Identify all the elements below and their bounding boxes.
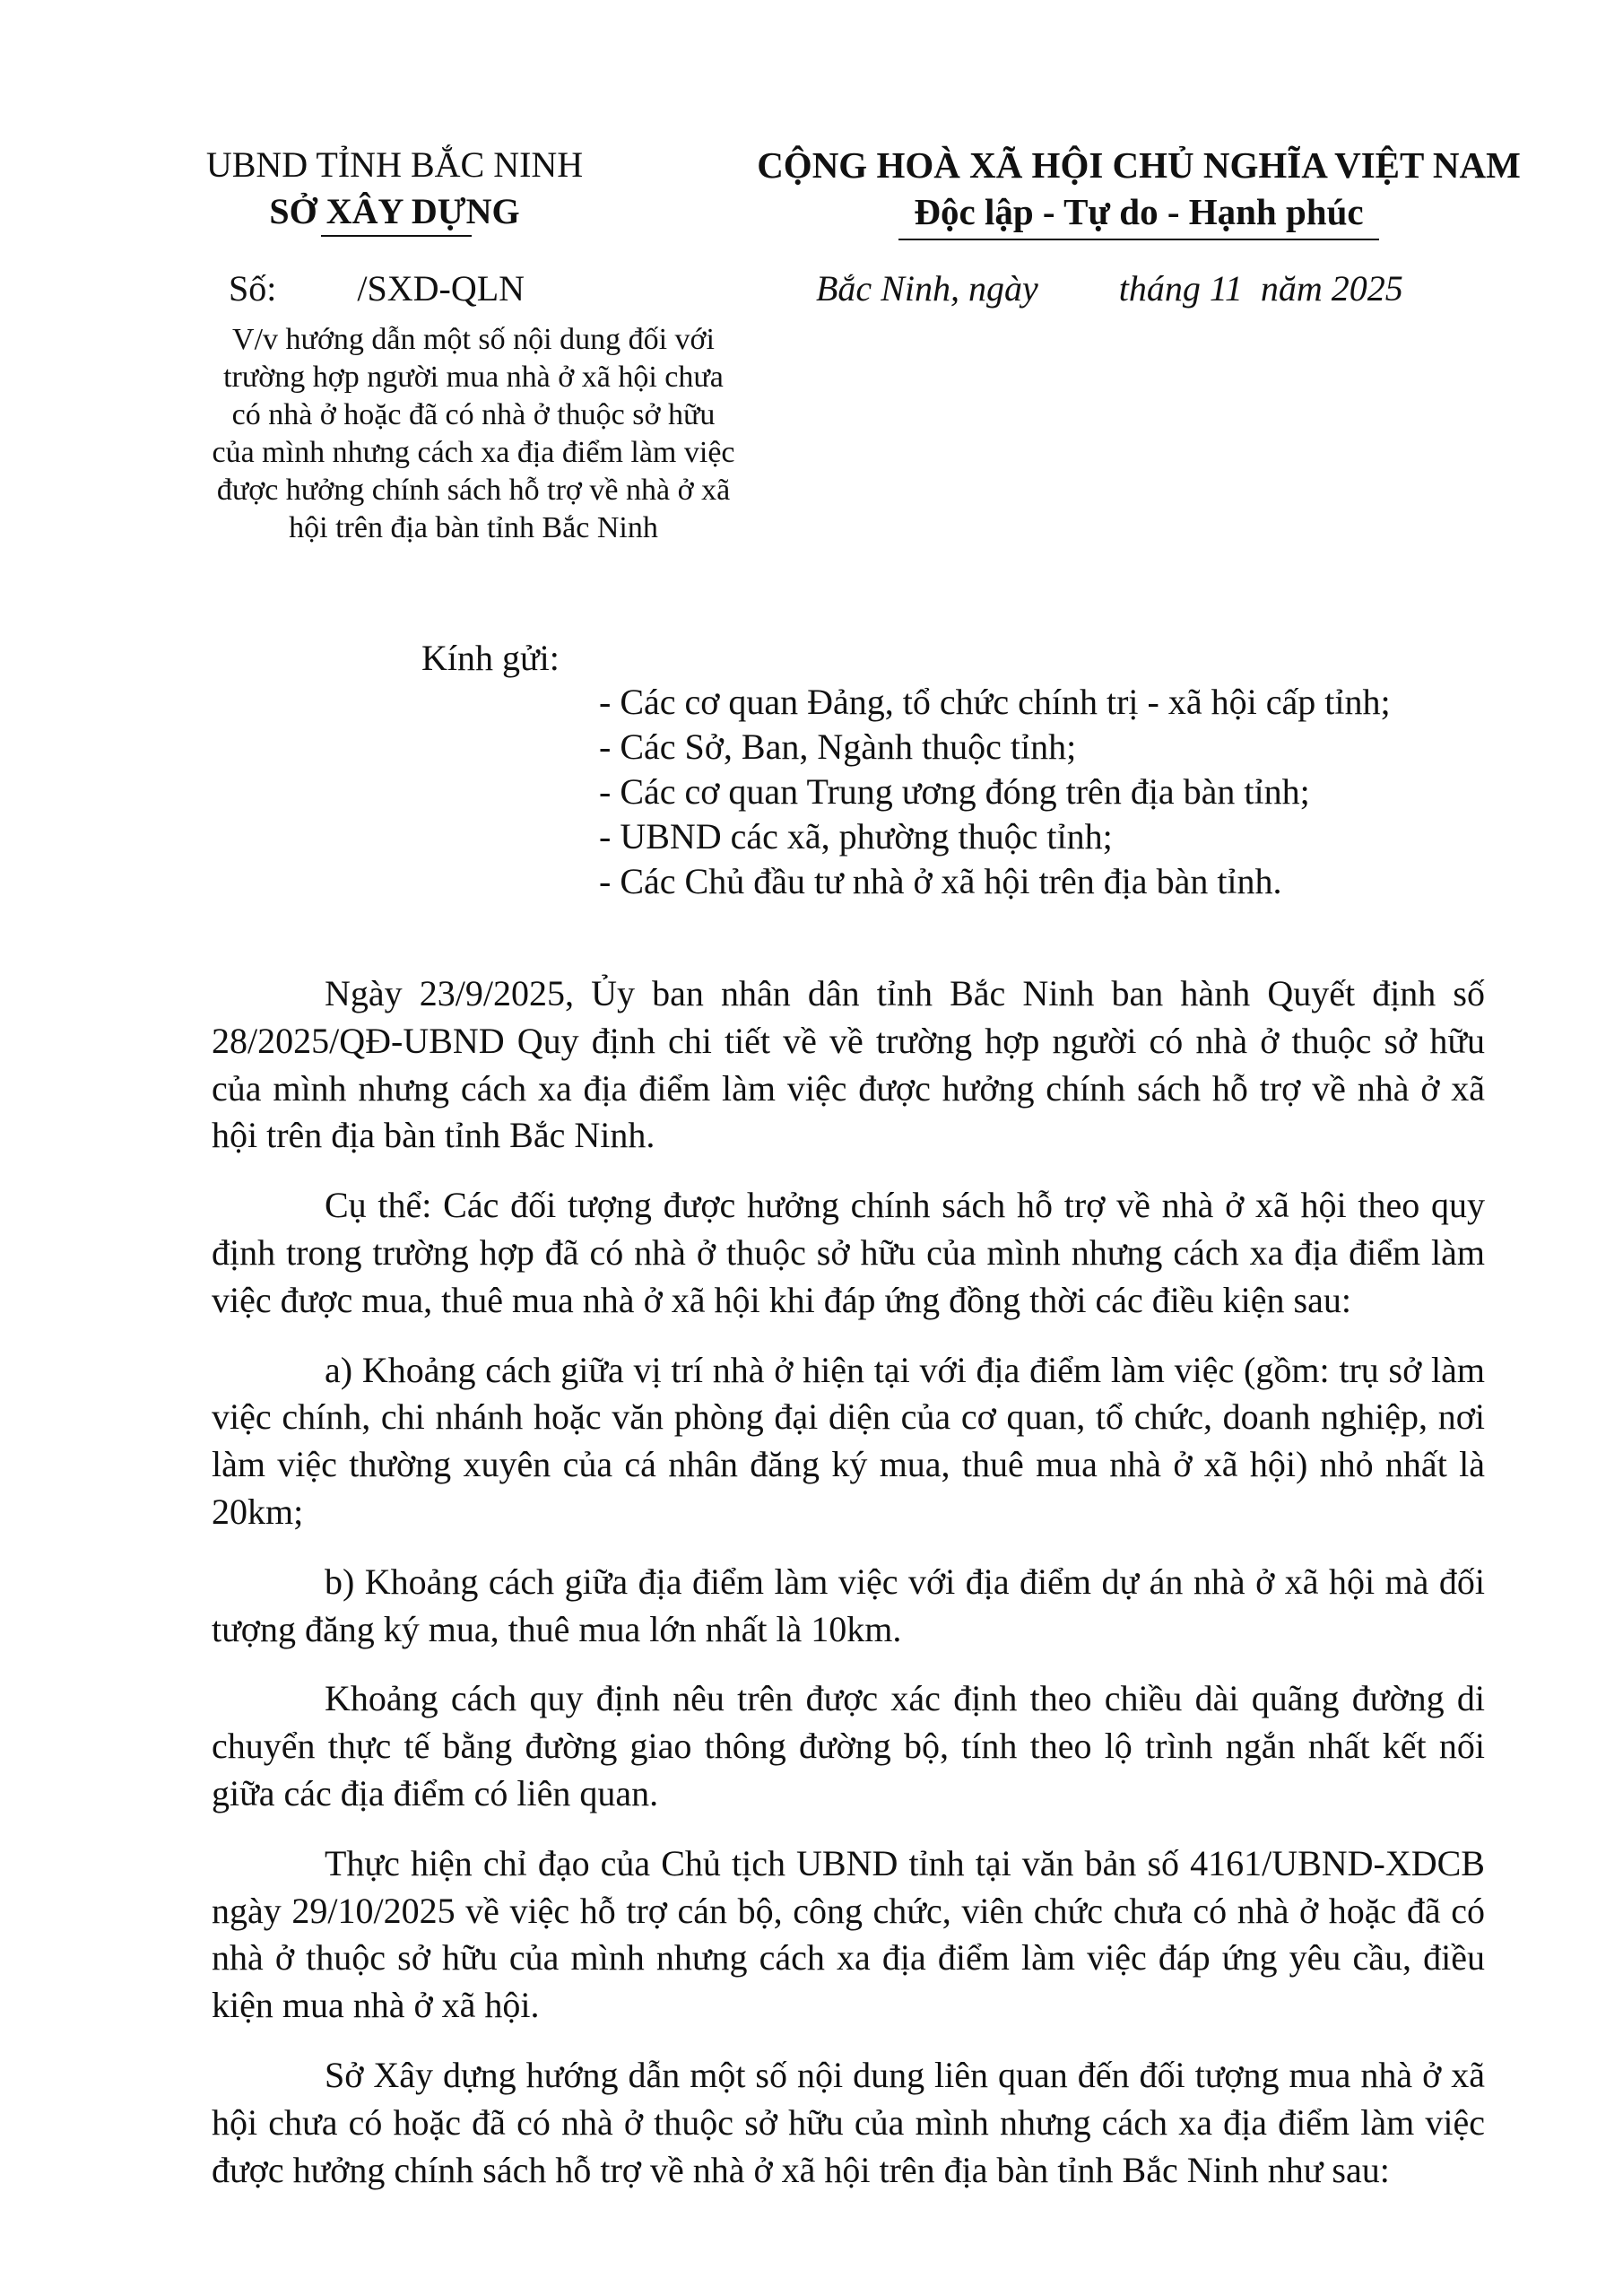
document-subject: V/v hướng dẫn một số nội dung đối với trường hợp người mua nhà ở xã hội chưa có nhà ở hoặc đã có nhà ở thuộc sở hữu của mình nhưng cách xa địa điểm làm việc được hưởng chính sách hỗ trợ về nhà ở xã hội trên địa bàn tỉnh Bắc Ninh xyxy=(212,323,735,544)
body-paragraph: Khoảng cách quy định nêu trên được xác định theo chiều dài quãng đường di chuyển thực tế bằng đường giao thông đường bộ, tính theo lộ trình ngắn nhất kết nối giữa các địa điểm có liên quan. xyxy=(212,1678,1485,1813)
recipient-list xyxy=(599,680,1585,904)
body-paragraph: Ngày 23/9/2025, Ủy ban nhân dân tỉnh Bắc Ninh ban hành Quyết định số 28/2025/QĐ-UBND Quy định chi tiết về về trường hợp người có nhà ở thuộc sở hữu của mình nhưng cách xa địa điểm làm việc được hưởng chính sách hỗ trợ về nhà ở xã hội trên địa bàn tỉnh Bắc Ninh. xyxy=(212,973,1485,1156)
department-underline xyxy=(321,235,472,237)
national-motto: Độc lập - Tự do - Hạnh phúc xyxy=(914,191,1364,232)
body-paragraph: Cụ thể: Các đối tượng được hưởng chính sách hỗ trợ về nhà ở xã hội theo quy định trong trường hợp đã có nhà ở thuộc sở hữu của mình nhưng cách xa địa điểm làm việc được mua, thuê mua nhà ở xã hội khi đáp ứng đồng thời các điều kiện sau: xyxy=(212,1185,1485,1320)
place-and-date: Bắc Ninh, ngày tháng 11 năm 2025 xyxy=(816,268,1403,309)
document-body xyxy=(212,970,1485,2216)
body-paragraph: Thực hiện chỉ đạo của Chủ tịch UBND tỉnh tại văn bản số 4161/UBND-XDCB ngày 29/10/2025 về việc hỗ trợ cán bộ, công chức, viên chức chưa có nhà ở hoặc đã có nhà ở thuộc sở hữu của mình nhưng cách xa địa điểm làm việc đáp ứng yêu cầu, điều kiện mua nhà ở xã hội. xyxy=(212,1842,1485,2026)
issuing-authority: UBND TỈNH BẮC NINH xyxy=(205,144,584,185)
recipient-item: - Các Chủ đầu tư nhà ở xã hội trên địa bàn tỉnh. xyxy=(599,861,1282,901)
recipient-item: - Các Sở, Ban, Ngành thuộc tỉnh; xyxy=(599,726,1077,767)
recipient-item: - UBND các xã, phường thuộc tỉnh; xyxy=(599,816,1113,857)
national-title: CỘNG HOÀ XÃ HỘI CHỦ NGHĨA VIỆT NAM xyxy=(757,144,1521,186)
motto-underline xyxy=(898,239,1379,240)
recipient-item: - Các cơ quan Đảng, tổ chức chính trị - xã hội cấp tỉnh; xyxy=(599,682,1391,722)
issuing-department: SỞ XÂY DỰNG xyxy=(269,191,520,231)
salutation: Kính gửi: xyxy=(421,638,560,678)
recipient-item: - Các cơ quan Trung ương đóng trên địa bàn tỉnh; xyxy=(599,771,1310,812)
body-paragraph: b) Khoảng cách giữa địa điểm làm việc với địa điểm dự án nhà ở xã hội mà đối tượng đăng ký mua, thuê mua lớn nhất là 10km. xyxy=(212,1561,1485,1649)
document-number: Số: /SXD-QLN xyxy=(229,268,525,309)
body-paragraph: Sở Xây dựng hướng dẫn một số nội dung liên quan đến đối tượng mua nhà ở xã hội chưa có hoặc đã có nhà ở thuộc sở hữu của mình nhưng cách xa địa điểm làm việc được hưởng chính sách hỗ trợ về nhà ở xã hội trên địa bàn tỉnh Bắc Ninh như sau: xyxy=(212,2054,1485,2190)
body-paragraph: a) Khoảng cách giữa vị trí nhà ở hiện tại với địa điểm làm việc (gồm: trụ sở làm việc chính, chi nhánh hoặc văn phòng đại diện của cơ quan, tổ chức, doanh nghiệp, nơi làm việc thường xuyên của cá nhân đăng ký mua, thuê mua nhà ở xã hội) nhỏ nhất là 20km; xyxy=(212,1349,1485,1532)
